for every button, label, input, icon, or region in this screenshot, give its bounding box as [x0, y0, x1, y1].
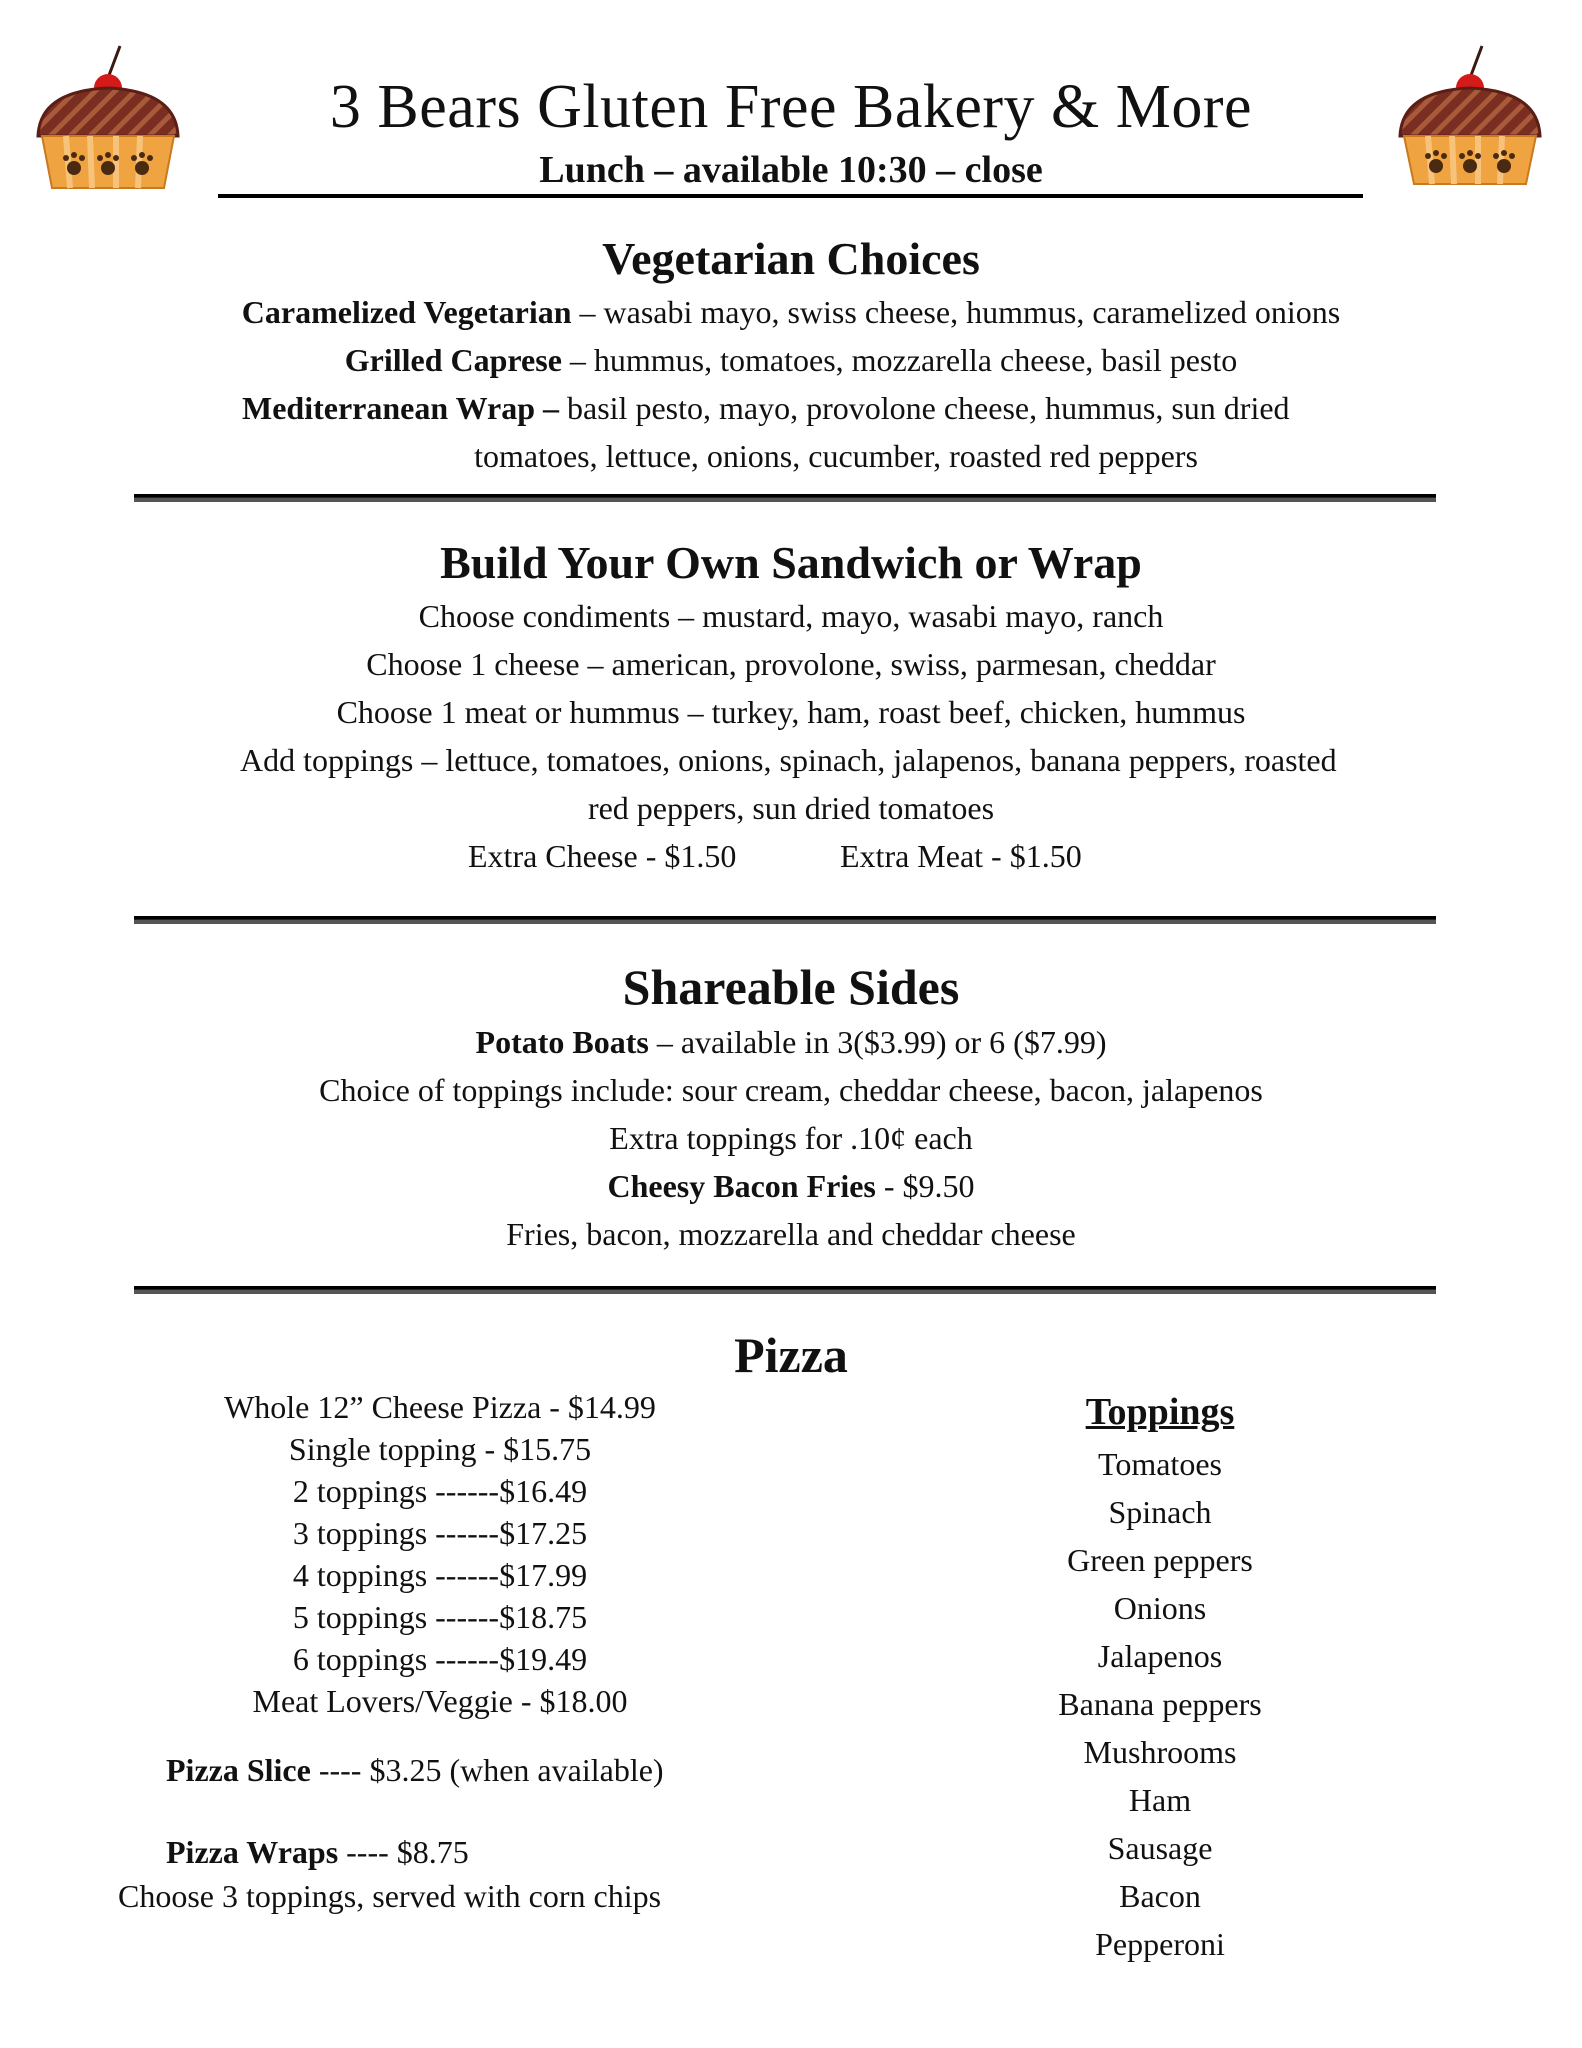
pizza-slice-line [166, 1752, 664, 1789]
vegetarian-heading: Vegetarian Choices [602, 233, 980, 284]
build-line: Choose condiments – mustard, mayo, wasabi mayo, ranch [418, 598, 1164, 634]
item-name: Mediterranean Wrap – [242, 390, 559, 426]
potato-boats-line [0, 1024, 1582, 1061]
topping-item: Tomatoes [1098, 1446, 1222, 1482]
vegetarian-item [242, 390, 1290, 427]
topping-item: Onions [1113, 1590, 1207, 1626]
topping-item: Spinach [1108, 1494, 1212, 1530]
pizza-price-line: 5 toppings ------$18.75 [292, 1599, 588, 1635]
topping-item: Pepperoni [1095, 1926, 1225, 1962]
item-name: Cheesy Bacon Fries [607, 1168, 876, 1204]
build-heading: Build Your Own Sandwich or Wrap [440, 537, 1142, 588]
item-name: Caramelized Vegetarian [241, 294, 572, 330]
header-divider [218, 194, 1363, 198]
item-name: Potato Boats [475, 1024, 649, 1060]
vegetarian-continuation: tomatoes, lettuce, onions, cucumber, roasted red peppers [474, 438, 1198, 474]
topping-item: Banana peppers [1058, 1686, 1262, 1722]
sides-choice-line: Choice of toppings include: sour cream, cheddar cheese, bacon, jalapenos [319, 1072, 1263, 1108]
pizza-heading: Pizza [734, 1327, 848, 1383]
topping-item: Bacon [1119, 1878, 1201, 1914]
fries-desc-line: Fries, bacon, mozzarella and cheddar cheese [506, 1216, 1076, 1252]
topping-item: Green peppers [1067, 1542, 1253, 1578]
build-line: red peppers, sun dried tomatoes [587, 790, 995, 826]
item-name: Pizza Wraps [166, 1834, 339, 1870]
item-desc: ---- $3.25 (when available) [310, 1752, 664, 1788]
pizza-price-line: 3 toppings ------$17.25 [292, 1515, 588, 1551]
item-desc: – wasabi mayo, swiss cheese, hummus, caramelized onions [571, 294, 1341, 330]
vegetarian-item [0, 294, 1582, 331]
pizza-price-list [130, 1386, 750, 1722]
topping-item: Ham [1128, 1782, 1192, 1818]
toppings-column [980, 1390, 1340, 1968]
extra-cheese-price: Extra Cheese - $1.50 [468, 838, 737, 874]
item-price: - $9.50 [875, 1168, 975, 1204]
item-desc: – hummus, tomatoes, mozzarella cheese, basil pesto [561, 342, 1238, 378]
section-divider [134, 916, 1436, 924]
pizza-wraps-note: Choose 3 toppings, served with corn chips [118, 1878, 662, 1914]
pizza-price-line: Single topping - $15.75 [288, 1431, 592, 1467]
fries-line [0, 1168, 1582, 1205]
item-desc: – available in 3($3.99) or 6 ($7.99) [648, 1024, 1107, 1060]
section-divider [134, 494, 1436, 502]
topping-item: Mushrooms [1083, 1734, 1237, 1770]
vegetarian-item [0, 342, 1582, 379]
pizza-wraps-line [166, 1834, 469, 1871]
build-line: Choose 1 meat or hummus – turkey, ham, roast beef, chicken, hummus [336, 694, 1246, 730]
item-name: Grilled Caprese [344, 342, 562, 378]
item-name: Pizza Slice [166, 1752, 311, 1788]
menu-subtitle: Lunch – available 10:30 – close [539, 149, 1043, 191]
build-line: Add toppings – lettuce, tomatoes, onions, spinach, jalapenos, banana peppers, roasted [240, 742, 1337, 778]
sides-extra-line: Extra toppings for .10¢ each [609, 1120, 973, 1156]
section-divider [134, 1286, 1436, 1294]
topping-item: Jalapenos [1097, 1638, 1223, 1674]
pizza-price-line: 2 toppings ------$16.49 [292, 1473, 588, 1509]
item-desc: ---- $8.75 [338, 1834, 469, 1870]
item-desc: basil pesto, mayo, provolone cheese, hummus, sun dried [559, 390, 1290, 426]
pizza-price-line: Meat Lovers/Veggie - $18.00 [252, 1683, 628, 1719]
menu-title: 3 Bears Gluten Free Bakery & More [329, 73, 1253, 141]
topping-item: Sausage [1107, 1830, 1213, 1866]
extra-meat-price: Extra Meat - $1.50 [840, 838, 1082, 874]
toppings-heading: Toppings [1085, 1391, 1235, 1433]
pizza-price-line: Whole 12” Cheese Pizza - $14.99 [224, 1389, 656, 1425]
pizza-price-line: 4 toppings ------$17.99 [292, 1557, 588, 1593]
pizza-price-line: 6 toppings ------$19.49 [292, 1641, 588, 1677]
sides-heading: Shareable Sides [622, 959, 960, 1015]
build-line: Choose 1 cheese – american, provolone, swiss, parmesan, cheddar [366, 646, 1216, 682]
